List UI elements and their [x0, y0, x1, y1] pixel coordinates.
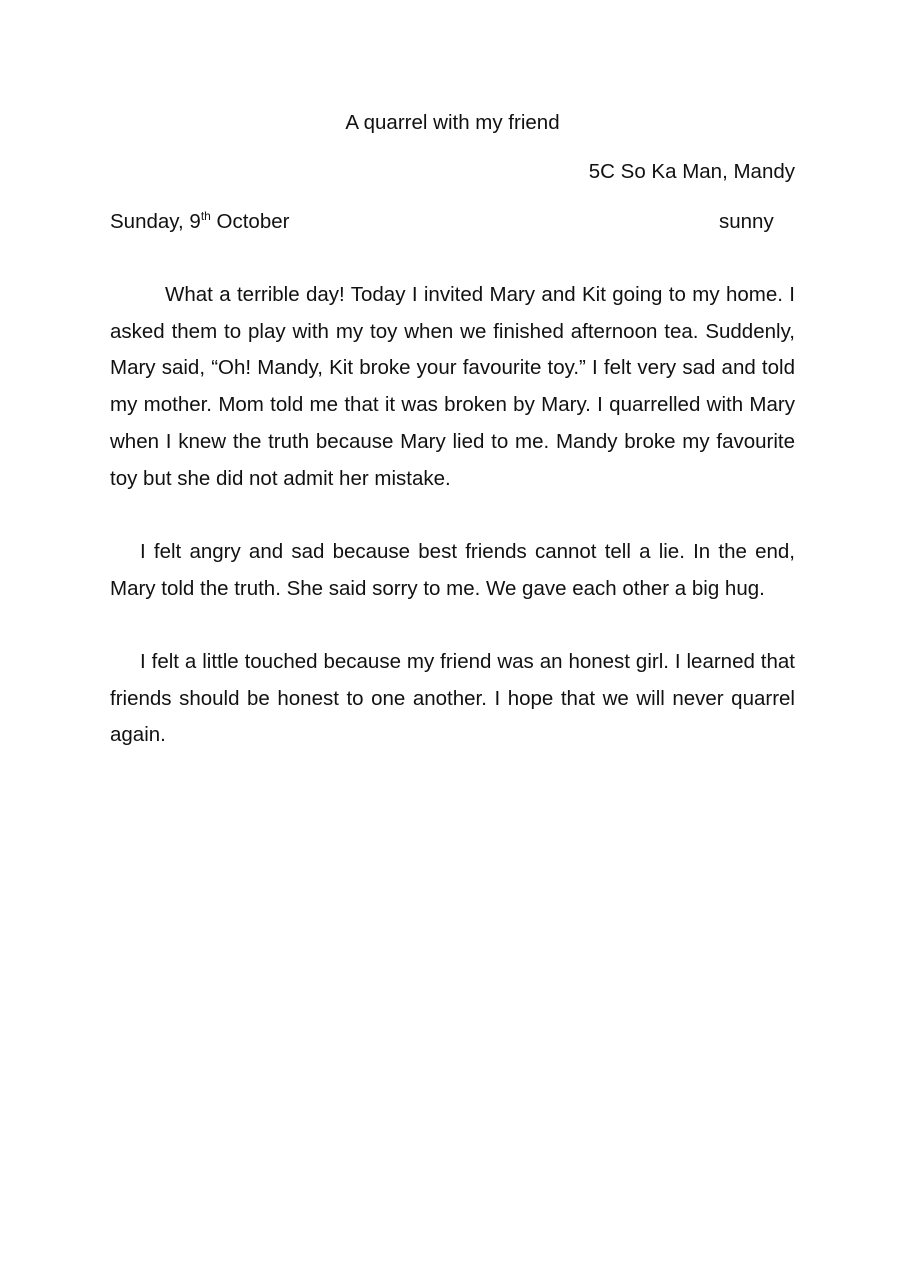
weather-label: sunny	[719, 210, 774, 233]
paragraph-3: I felt a little touched because my friend was an honest girl. I learned that friends should be honest to one another. I hope that we will never quarrel again.	[110, 650, 795, 747]
paragraph-2: I felt angry and sad because best friends cannot tell a lie. In the end, Mary told the truth. She said sorry to me. We gave each other a big hug.	[110, 540, 795, 600]
author-line: 5C So Ka Man, Mandy	[588, 160, 795, 183]
date-superscript: th	[200, 209, 211, 223]
date-line	[110, 209, 289, 235]
date-prefix: Sunday, 9	[110, 210, 201, 233]
date-suffix: October	[210, 210, 290, 233]
paragraph-1: What a terrible day! Today I invited Mary and Kit going to my home. I asked them to play with my toy when we finished afternoon tea. Suddenly, Mary said, “Oh! Mandy, Kit broke your favourite toy.” I felt very sad and told my mother. Mom told me that it was broken by Mary. I quarrelled with Mary when I knew the truth because Mary lied to me. Mandy broke my favourite toy but she did not admit her mistake.	[110, 283, 795, 490]
document-title: A quarrel with my friend	[345, 111, 560, 134]
